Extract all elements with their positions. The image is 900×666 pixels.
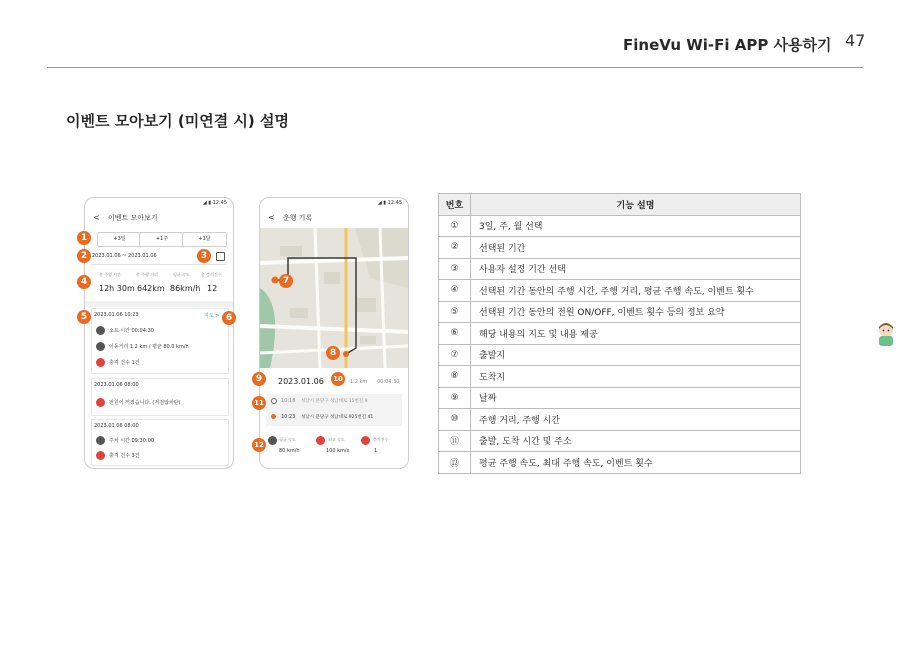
row-description: 사용자 설정 기간 선택: [471, 258, 801, 280]
table-row: [439, 323, 801, 345]
stat-distance: 642km: [137, 284, 165, 293]
event-row: 소요 시간 00:04:30: [109, 328, 154, 334]
row-number: ③: [439, 258, 471, 280]
row-description: 선택된 기간 동안의 전원 ON/OFF, 이벤트 횟수 등의 정보 요약: [471, 301, 801, 323]
table-row: [439, 301, 801, 323]
impact-count-value: 1: [374, 448, 378, 454]
event-row: 충격 건수 3건: [109, 453, 140, 459]
table-row: [439, 387, 801, 409]
row-description: 3일, 주, 월 선택: [471, 215, 801, 237]
section-title: 이벤트 모아보기 (미연결 시) 설명: [66, 112, 289, 130]
table-row: [439, 430, 801, 452]
table-row: [439, 215, 801, 237]
start-address: 성남시 분당구 성남대로 15번길 9: [301, 399, 368, 404]
event-row: 충격 건수 1건: [109, 360, 140, 366]
row-number: ⑧: [439, 366, 471, 388]
calendar-icon[interactable]: [216, 252, 225, 261]
end-pin-icon: [271, 414, 276, 419]
stat-drive-time: 12h 30m: [99, 284, 135, 293]
stat-label-avg-speed: 평균 속도: [173, 272, 190, 277]
impact-icon: [96, 451, 105, 460]
marker-10: 10: [331, 372, 345, 386]
back-icon[interactable]: <: [93, 213, 100, 222]
function-table: [438, 193, 801, 474]
app-bar: [268, 213, 312, 223]
stat-label-impacts: 총 충격건수: [201, 272, 222, 277]
row-number: ⑫: [439, 452, 471, 474]
status-bar: ◢ ▮ 12:45: [377, 200, 402, 206]
row-number: ②: [439, 237, 471, 259]
row-description: 평균 주행 속도, 최대 주행 속도, 이벤트 횟수: [471, 452, 801, 474]
marker-8: 8: [326, 346, 340, 360]
table-header-row: [439, 194, 801, 216]
row-description: 출발지: [471, 344, 801, 366]
marker-5: 5: [77, 310, 91, 324]
marker-9: 9: [252, 372, 266, 386]
record-distance: 1.2 km: [350, 379, 368, 385]
impact-icon: [361, 436, 370, 445]
marker-7: 7: [279, 274, 293, 288]
event-datetime: 2023.01.06 08:00: [94, 382, 139, 388]
event-datetime: 2023.01.06 10:23: [94, 312, 139, 318]
header-divider: [47, 67, 863, 68]
row-number: ⑤: [439, 301, 471, 323]
stat-label-distance: 총 주행 거리: [136, 272, 158, 277]
table-row: [439, 409, 801, 431]
segment-1week[interactable]: +1주: [139, 232, 185, 247]
event-card-drive[interactable]: [91, 308, 229, 374]
row-description: 날짜: [471, 387, 801, 409]
event-row: 주차 시간 09:30:00: [109, 438, 154, 444]
marker-11: 11: [252, 396, 266, 410]
start-time: 10:18: [281, 398, 296, 404]
stat-avg-speed: 86km/h: [170, 284, 201, 293]
header-number: 번호: [439, 194, 471, 216]
row-number: ①: [439, 215, 471, 237]
table-row: [439, 452, 801, 474]
app-bar: [93, 213, 158, 223]
row-number: ⑥: [439, 323, 471, 345]
marker-4: 4: [77, 275, 91, 289]
max-speed-value: 100 km/s: [326, 448, 350, 454]
header-description: 기능 설명: [471, 194, 801, 216]
row-number: ⑩: [439, 409, 471, 431]
table-row: [439, 237, 801, 259]
phone-event-summary: [84, 197, 234, 469]
screen-title: 이벤트 모아보기: [107, 214, 158, 222]
avg-speed-value: 80 km/h: [279, 448, 300, 454]
avg-speed-icon: [268, 436, 277, 445]
row-description: 도착지: [471, 366, 801, 388]
record-date: 2023.01.06: [278, 377, 324, 386]
power-icon: [96, 398, 105, 407]
row-description: 선택된 기간: [471, 237, 801, 259]
back-icon[interactable]: <: [268, 213, 275, 222]
table-row: [439, 344, 801, 366]
clock-icon: [96, 326, 105, 335]
table-row: [439, 258, 801, 280]
section-gap: [85, 301, 233, 307]
route-icon: [96, 342, 105, 351]
row-description: 해당 내용의 지도 및 내용 제공: [471, 323, 801, 345]
stat-impacts: 12: [207, 284, 218, 293]
end-time: 10:23: [281, 414, 296, 420]
row-number: ⑨: [439, 387, 471, 409]
table-row: [439, 280, 801, 302]
end-address: 성남시 분당구 성남대로 925번길 41: [301, 415, 374, 420]
row-description: 주행 거리, 주행 시간: [471, 409, 801, 431]
marker-6: 6: [222, 311, 236, 325]
row-description: 선택된 기간 동안의 주행 시간, 주행 거리, 평균 주행 속도, 이벤트 횟수: [471, 280, 801, 302]
start-dot-icon: [271, 398, 277, 404]
table-row: [439, 366, 801, 388]
status-bar: ◢ ▮ 12:45: [202, 200, 227, 206]
max-speed-icon: [316, 436, 325, 445]
max-speed-label: 최고 속도: [328, 437, 345, 442]
screen-title: 운행 기록: [282, 214, 313, 222]
record-duration: 00:04:30: [377, 379, 400, 385]
page-number: 47: [845, 31, 866, 50]
segment-1month[interactable]: +1달: [182, 232, 227, 247]
event-datetime: 2023.01.06 08:00: [94, 423, 139, 429]
event-card-parking[interactable]: [91, 419, 229, 466]
event-card-power[interactable]: [91, 378, 229, 416]
row-number: ⑪: [439, 430, 471, 452]
segment-3days[interactable]: +3일: [97, 232, 142, 247]
impact-count-label: 충격건수: [373, 437, 389, 442]
row-number: ⑦: [439, 344, 471, 366]
event-row: 전원이 꺼졌습니다. (저전압차단): [109, 400, 181, 406]
date-range: 2023.01.06 ~ 2023.01.06: [92, 253, 157, 259]
parking-icon: [96, 436, 105, 445]
character-avatar-icon: [876, 322, 896, 346]
row-description: 출발, 도착 시간 및 주소: [471, 430, 801, 452]
phone-drive-record: [259, 197, 409, 469]
divider: [91, 264, 227, 265]
impact-icon: [96, 358, 105, 367]
event-row: 이동거리 1.2 km / 평균 80.0 km/h: [109, 344, 189, 350]
stat-label-drive-time: 총 주행 시간: [99, 272, 121, 277]
marker-1: 1: [77, 231, 91, 245]
header-title: FineVu Wi-Fi APP 사용하기: [623, 36, 832, 54]
marker-2: 2: [77, 249, 91, 263]
avg-speed-label: 평균 속도: [279, 437, 296, 442]
row-number: ④: [439, 280, 471, 302]
map-link[interactable]: 지도 >: [204, 313, 220, 319]
marker-3: 3: [197, 249, 211, 263]
marker-12: 12: [252, 438, 266, 452]
